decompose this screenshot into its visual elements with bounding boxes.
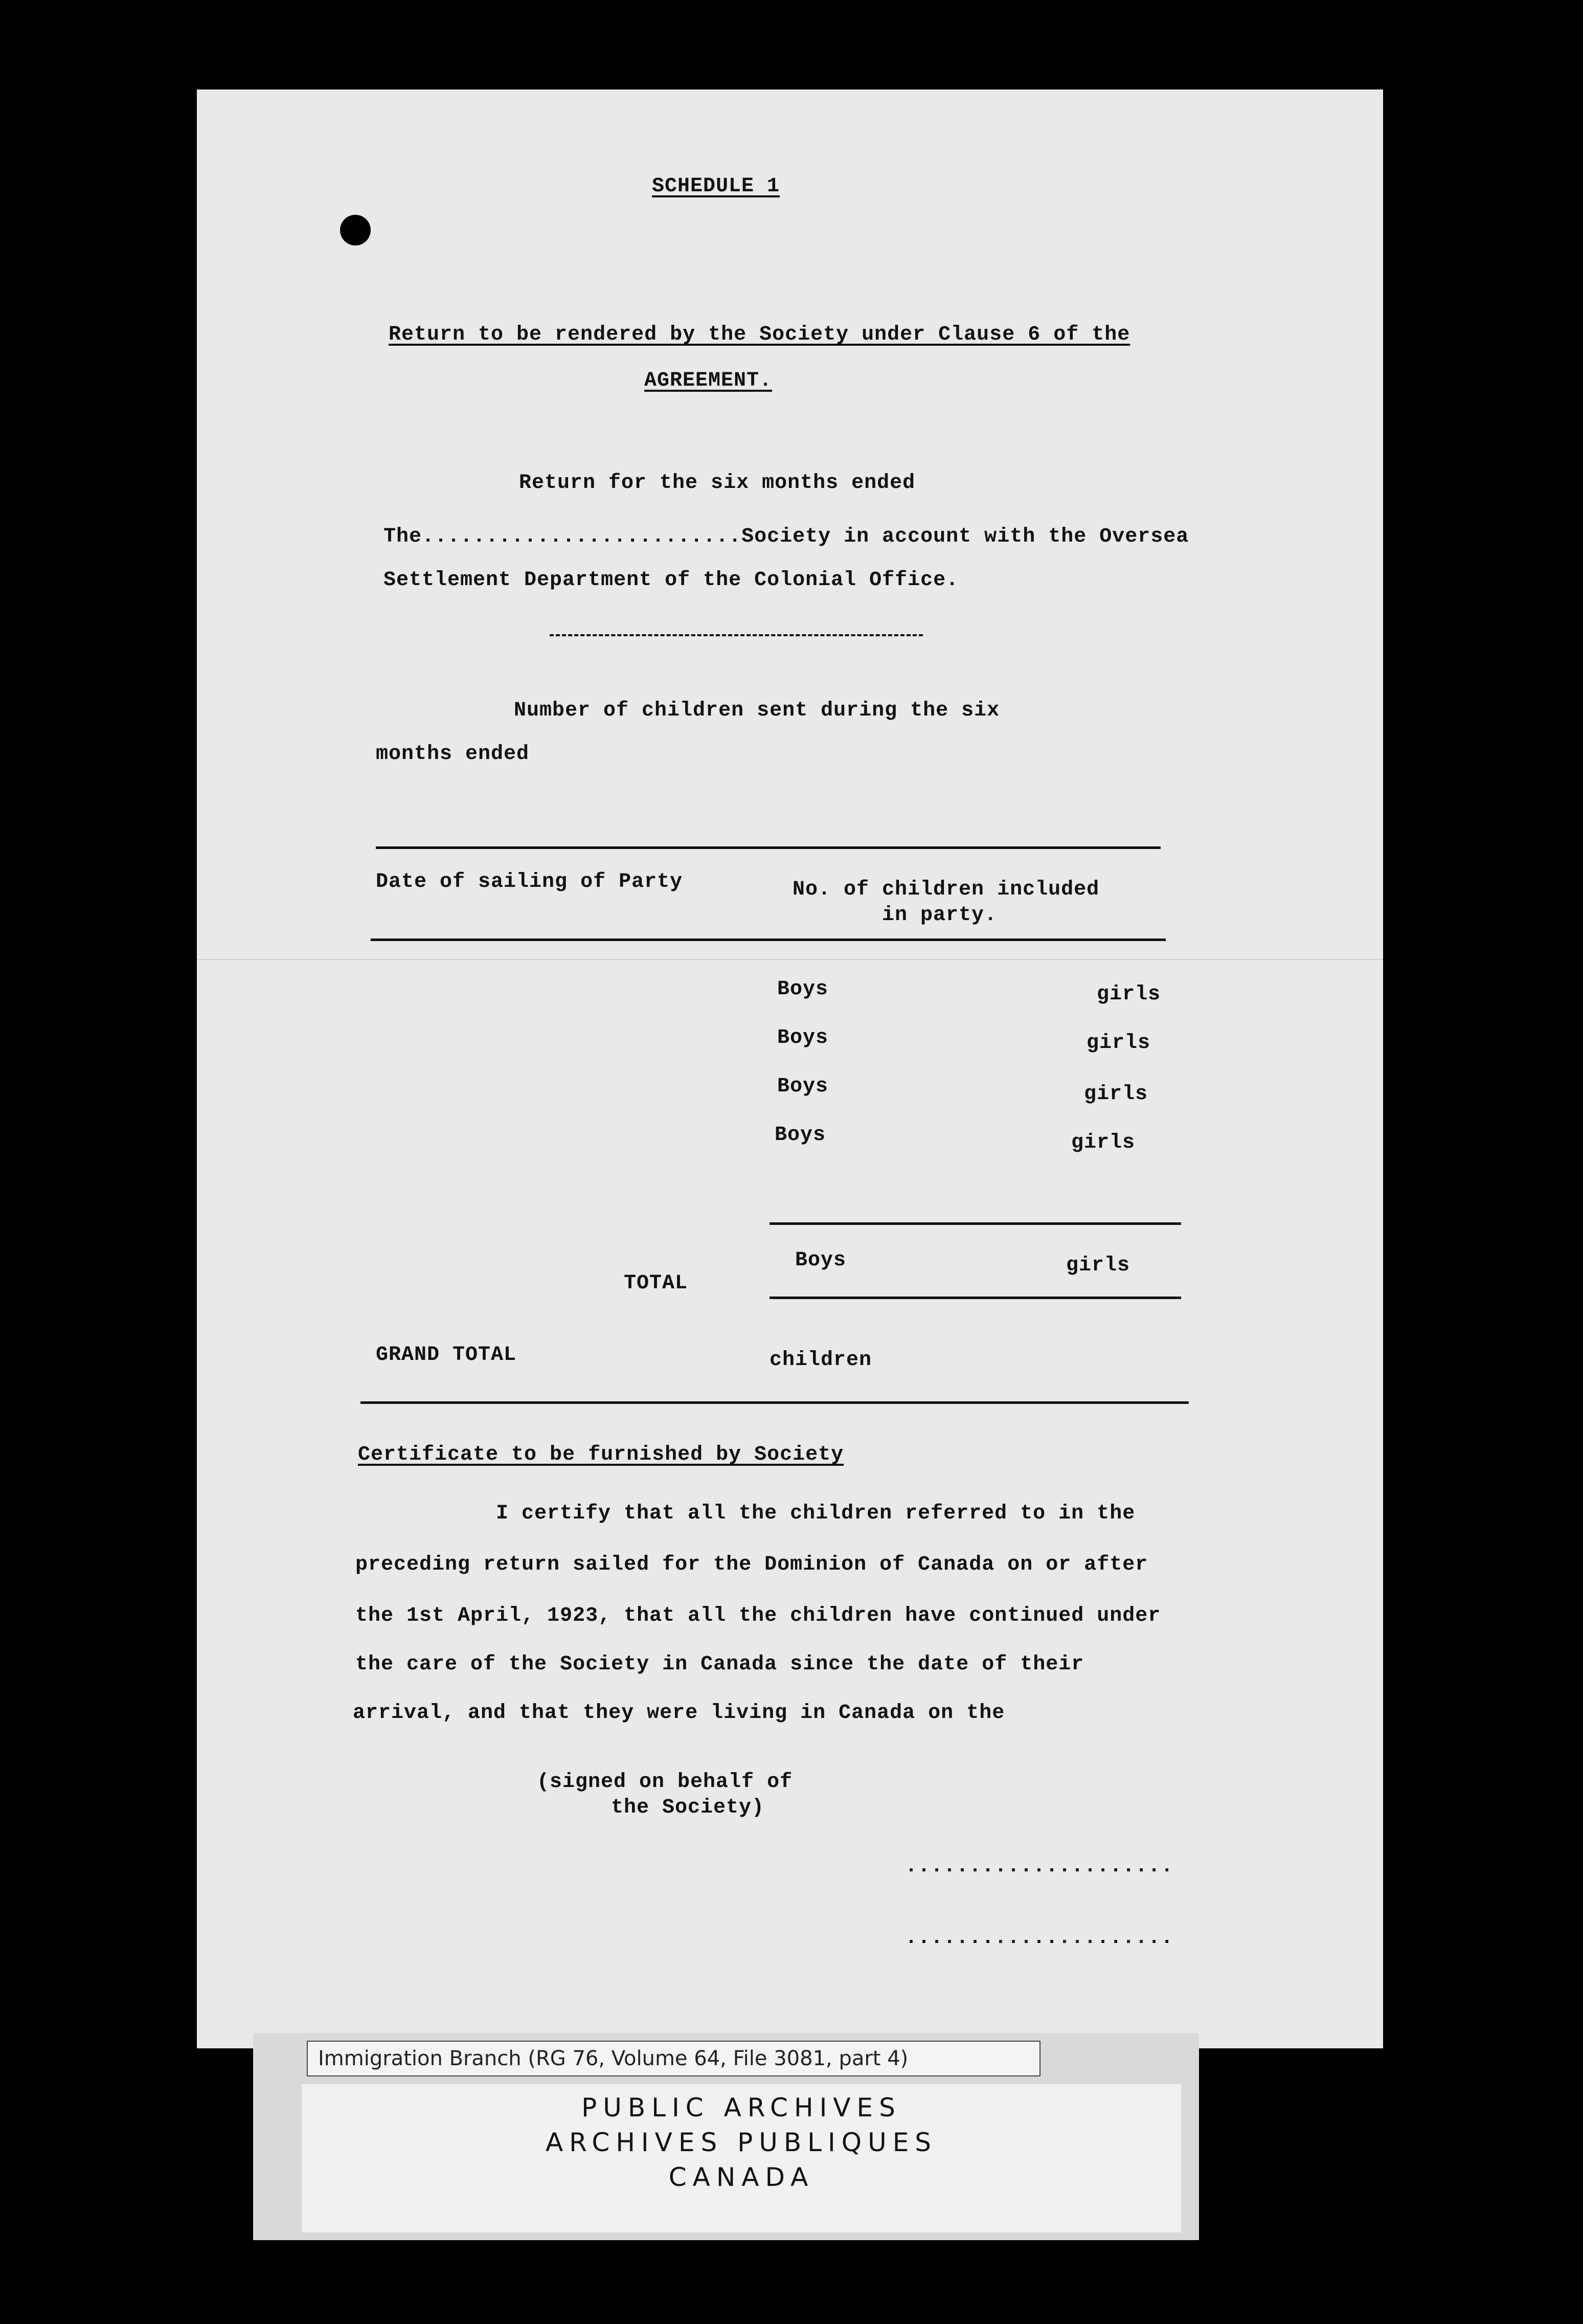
col-header-children-2: in party. — [882, 904, 998, 927]
table-bottom-rule — [360, 1401, 1189, 1404]
signature-line-1: ..................... — [905, 1855, 1174, 1878]
certificate-heading: Certificate to be furnished by Society — [358, 1443, 844, 1466]
certificate-line2: preceding return sailed for the Dominion of Canada on or after — [355, 1553, 1148, 1576]
return-title-line1: Return to be rendered by the Society under Clause 6 of the — [389, 323, 1130, 346]
document-page — [197, 90, 1383, 2048]
page-fold — [197, 959, 1383, 960]
children-sent-line1: Number of children sent during the six — [514, 699, 1000, 722]
total-boys: Boys — [795, 1249, 847, 1272]
subtotal-rule — [770, 1222, 1181, 1225]
col-header-children-1: No. of children included — [793, 878, 1100, 901]
signature-line-2: ..................... — [905, 1927, 1174, 1950]
children-sent-line2: months ended — [376, 743, 530, 766]
stamp-line3: CANADA — [668, 2162, 815, 2192]
punch-hole — [340, 215, 371, 245]
certificate-line1: I certify that all the children referred to in the — [496, 1502, 1136, 1525]
certificate-line4: the care of the Society in Canada since the date of their — [355, 1653, 1084, 1676]
grand-total-unit: children — [770, 1349, 872, 1372]
col-header-date: Date of sailing of Party — [376, 870, 683, 893]
certificate-line5: arrival, and that they were living in Canada on the — [353, 1702, 1005, 1725]
certificate-line3: the 1st April, 1923, that all the children have continued under — [355, 1604, 1161, 1627]
archives-stamp — [302, 2084, 1181, 2232]
row4-girls: girls — [1071, 1131, 1136, 1154]
account-line1: The.........................Society in account with the Oversea — [383, 525, 1189, 548]
total-label: TOTAL — [624, 1272, 688, 1295]
return-title-line2: AGREEMENT. — [644, 369, 773, 392]
row2-girls: girls — [1087, 1032, 1151, 1055]
row3-girls: girls — [1084, 1083, 1148, 1106]
file-reference-label: Immigration Branch (RG 76, Volume 64, File 3081, part 4) — [307, 2041, 1041, 2076]
account-line2: Settlement Department of the Colonial Office. — [383, 569, 959, 592]
row2-boys: Boys — [777, 1026, 829, 1049]
table-top-rule — [376, 846, 1161, 849]
signed-line1: (signed on behalf of — [537, 1771, 793, 1794]
separator-dashes — [550, 634, 923, 636]
return-for-text: Return for the six months ended — [519, 472, 916, 495]
row3-boys: Boys — [777, 1075, 829, 1098]
stamp-line1: PUBLIC ARCHIVES — [581, 2093, 901, 2122]
row1-girls: girls — [1097, 983, 1161, 1006]
table-header-rule — [371, 938, 1166, 941]
grand-total-label: GRAND TOTAL — [376, 1344, 517, 1367]
row4-boys: Boys — [775, 1124, 826, 1147]
stamp-line2: ARCHIVES PUBLIQUES — [545, 2128, 938, 2157]
total-rule — [770, 1297, 1181, 1299]
total-girls: girls — [1066, 1254, 1130, 1277]
row1-boys: Boys — [777, 978, 829, 1001]
signed-line2: the Society) — [611, 1796, 765, 1819]
schedule-heading: SCHEDULE 1 — [652, 175, 780, 198]
